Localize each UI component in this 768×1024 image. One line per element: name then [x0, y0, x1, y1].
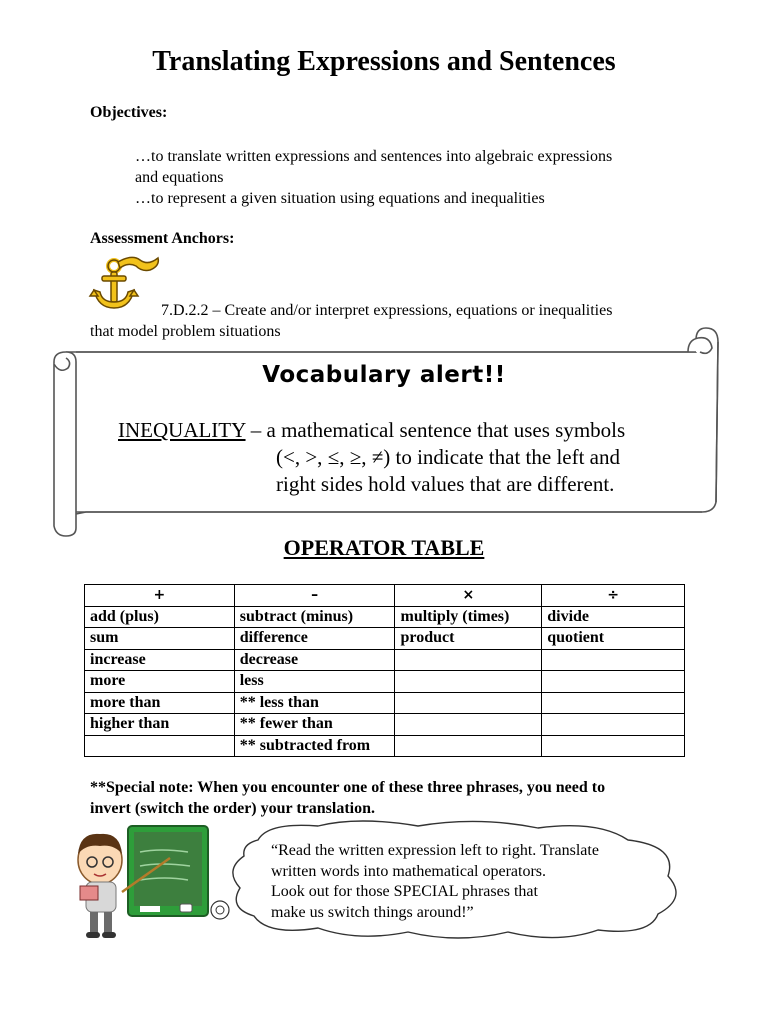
table-cell: sum	[85, 628, 235, 650]
table-cell: decrease	[234, 649, 395, 671]
page-title: Translating Expressions and Sentences	[152, 46, 616, 77]
table-cell	[542, 735, 685, 757]
table-row	[85, 692, 685, 714]
objectives-label: Objectives:	[90, 104, 168, 121]
table-cell: less	[234, 671, 395, 693]
table-cell	[542, 714, 685, 736]
table-row	[85, 714, 685, 736]
table-cell: higher than	[85, 714, 235, 736]
inequality-term: INEQUALITY	[118, 418, 246, 442]
table-cell: more than	[85, 692, 235, 714]
anchor-icon	[88, 250, 164, 316]
table-cell	[395, 692, 542, 714]
table-row	[85, 606, 685, 628]
anchors-label: Assessment Anchors:	[90, 230, 235, 247]
bubble-line-3: Look out for those SPECIAL phrases that	[271, 883, 538, 900]
table-cell	[542, 649, 685, 671]
vocabulary-alert-title: Vocabulary alert!!	[262, 362, 506, 388]
table-cell: difference	[234, 628, 395, 650]
special-note-line-1: **Special note: When you encounter one of these three phrases, you need to	[90, 779, 606, 796]
inequality-definition-line-2: (<, >, ≤, ≥, ≠) to indicate that the left and	[276, 445, 620, 469]
objective-2: …to represent a given situation using equations and inequalities	[135, 190, 545, 207]
table-cell	[542, 692, 685, 714]
table-row	[85, 649, 685, 671]
column-header-times: ×	[395, 585, 542, 607]
table-header-row	[85, 585, 685, 607]
table-cell: ** subtracted from	[234, 735, 395, 757]
objective-1-line-1: …to translate written expressions and sentences into algebraic expressions	[135, 148, 613, 165]
operator-table	[84, 584, 685, 757]
anchor-1-line-1: 7.D.2.2 – Create and/or interpret expressions, equations or inequalities	[161, 302, 613, 319]
inequality-definition-line-3: right sides hold values that are different.	[276, 472, 615, 496]
column-header-minus: –	[234, 585, 395, 607]
table-row	[85, 628, 685, 650]
table-cell	[395, 735, 542, 757]
table-cell: add (plus)	[85, 606, 235, 628]
column-header-plus: +	[85, 585, 235, 607]
table-cell	[395, 714, 542, 736]
table-cell: multiply (times)	[395, 606, 542, 628]
bubble-line-2: written words into mathematical operators.	[271, 863, 547, 880]
special-note-line-2: invert (switch the order) your translation.	[90, 800, 375, 817]
table-row	[85, 735, 685, 757]
operator-table-title: OPERATOR TABLE	[283, 535, 485, 560]
table-cell: ** less than	[234, 692, 395, 714]
anchor-1-line-2: that model problem situations	[90, 323, 281, 340]
table-cell: quotient	[542, 628, 685, 650]
table-cell: subtract (minus)	[234, 606, 395, 628]
table-row	[85, 671, 685, 693]
table-cell: more	[85, 671, 235, 693]
table-cell: product	[395, 628, 542, 650]
table-cell	[395, 671, 542, 693]
objective-1-line-2: and equations	[135, 169, 224, 186]
table-cell	[395, 649, 542, 671]
table-cell: increase	[85, 649, 235, 671]
bubble-line-4: make us switch things around!”	[271, 904, 474, 921]
table-cell	[85, 735, 235, 757]
table-cell	[542, 671, 685, 693]
table-cell: ** fewer than	[234, 714, 395, 736]
bubble-line-1: “Read the written expression left to right. Translate	[271, 842, 599, 859]
column-header-divide: ÷	[542, 585, 685, 607]
table-cell: divide	[542, 606, 685, 628]
inequality-def-part-1: – a mathematical sentence that uses symbols	[245, 418, 626, 442]
inequality-definition-line-1	[118, 417, 625, 444]
